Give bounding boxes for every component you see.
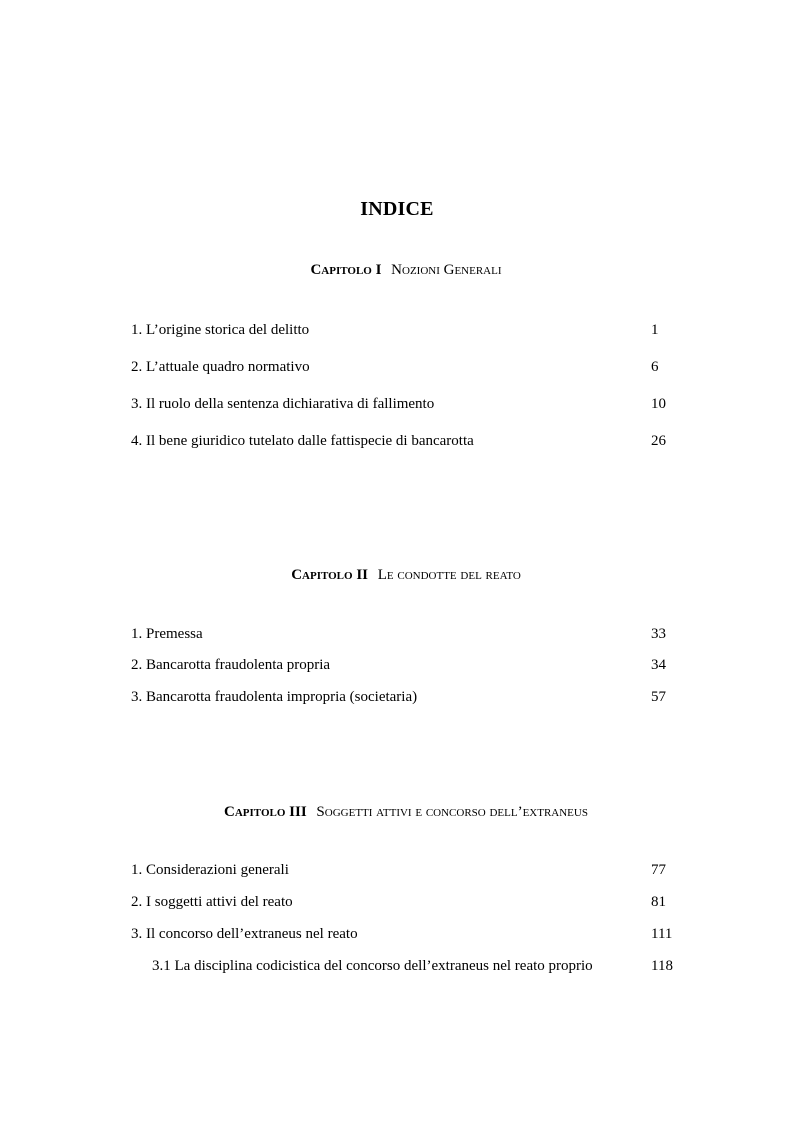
toc-entry[interactable] [131, 431, 676, 451]
toc-entry-text: 3. Il concorso dell’extraneus nel reato [131, 926, 358, 942]
toc-entry[interactable] [131, 860, 676, 880]
chapter-3-heading [0, 804, 794, 821]
toc-entry-page: 1 [651, 322, 659, 338]
toc-entry-text: 2. L’attuale quadro normativo [131, 359, 310, 375]
chapter-3-label: Capitolo III [224, 804, 307, 820]
toc-entry-page: 111 [651, 926, 673, 942]
toc-entry[interactable] [131, 357, 676, 377]
toc-entry-page: 57 [651, 689, 666, 705]
toc-entry[interactable] [131, 924, 676, 944]
chapter-3-title: Soggetti attivi e concorso dell’extraneus [316, 804, 588, 820]
toc-entry-page: 6 [651, 359, 659, 375]
chapter-1-title: Nozioni Generali [391, 262, 502, 278]
toc-entry-text: 1. L’origine storica del delitto [131, 322, 310, 338]
toc-entry-page: 10 [651, 396, 666, 412]
chapter-1-label: Capitolo I [310, 262, 382, 278]
chapter-2-title: Le condotte del reato [377, 567, 521, 583]
toc-entry[interactable] [131, 624, 676, 644]
toc-entry-text: 3.1 La disciplina codicistica del concorso dell’extraneus nel reato proprio [152, 958, 593, 974]
chapter-1-heading [0, 262, 794, 279]
toc-entry-text: 2. Bancarotta fraudolenta propria [131, 657, 331, 673]
toc-subentry[interactable] [152, 956, 676, 976]
toc-entry-page: 118 [651, 958, 673, 974]
toc-entry-text: 1. Considerazioni generali [131, 862, 289, 878]
chapter-2-label: Capitolo II [291, 567, 368, 583]
chapter-2-heading [0, 567, 794, 584]
toc-entry-text: 3. Il ruolo della sentenza dichiarativa di fallimento [131, 396, 435, 412]
toc-entry[interactable] [131, 892, 676, 912]
toc-entry[interactable] [131, 394, 676, 414]
toc-entry-text: 1. Premessa [131, 626, 203, 642]
toc-entry-page: 34 [651, 657, 666, 673]
toc-entry-page: 26 [651, 433, 666, 449]
toc-entry-text: 2. I soggetti attivi del reato [131, 894, 293, 910]
toc-entry-page: 81 [651, 894, 666, 910]
toc-entry-text: 4. Il bene giuridico tutelato dalle fattispecie di bancarotta [131, 433, 474, 449]
toc-entry[interactable] [131, 320, 676, 340]
toc-entry[interactable] [131, 687, 676, 707]
toc-entry-text: 3. Bancarotta fraudolenta impropria (societaria) [131, 689, 418, 705]
toc-entry[interactable] [131, 655, 676, 675]
document-title: INDICE [360, 198, 434, 220]
toc-entry-page: 77 [651, 862, 666, 878]
toc-entry-page: 33 [651, 626, 666, 642]
